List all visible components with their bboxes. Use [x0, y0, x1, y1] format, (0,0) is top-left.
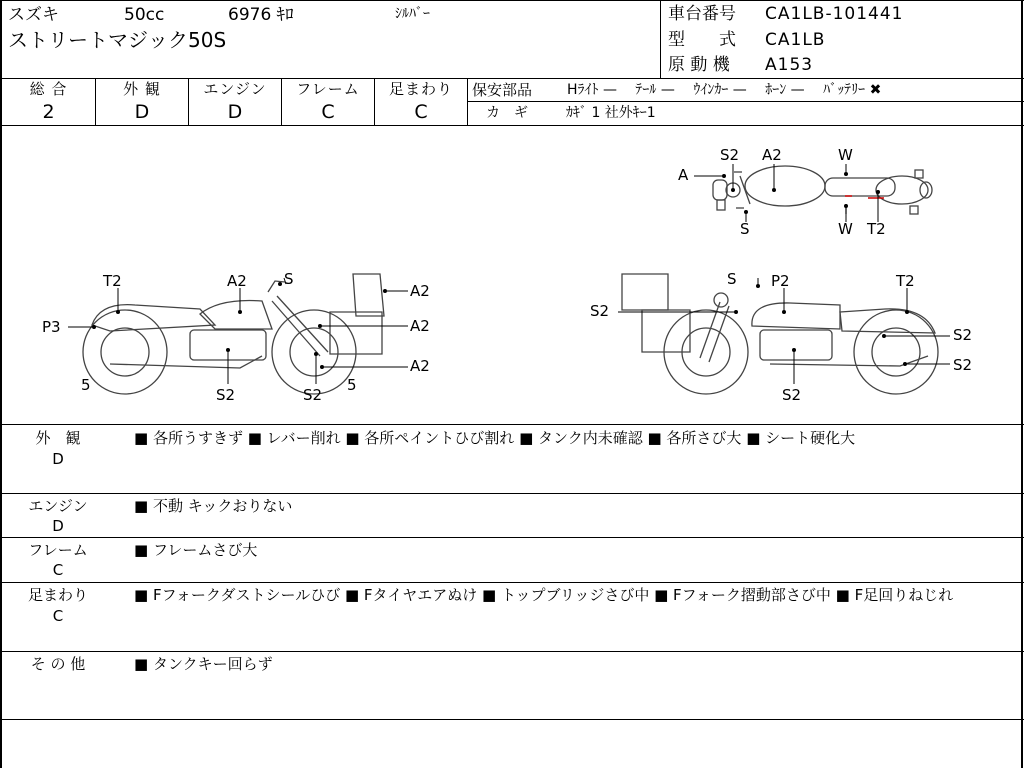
section-suspension-text: ■ Fフォークダストシールひび ■ Fタイヤエアぬけ ■ トップブリッジさび中 ■ Fフォーク摺動部さび中 ■ F足回りねじれ	[134, 586, 954, 604]
top-label-t2: T2	[867, 220, 886, 238]
top-label-a2: A2	[762, 146, 782, 164]
key-label: カ ギ	[486, 105, 528, 121]
motorcycle-right-view-icon	[622, 274, 938, 394]
section-other-text: ■ タンクキー回らず	[134, 655, 273, 673]
left-label-5-front: 5	[347, 376, 357, 394]
grade-label-suspension: 足まわり	[388, 80, 453, 98]
left-label-a2-fork: A2	[410, 357, 430, 375]
grade-value-frame: C	[321, 101, 335, 123]
grade-value-suspension: C	[414, 101, 428, 123]
border-top	[0, 0, 1024, 1]
chassis-value: CA1LB-101441	[765, 4, 904, 24]
sec-divider-2	[0, 537, 1024, 538]
section-engine-grade: D	[52, 517, 64, 535]
section-exterior-label: 外 観	[35, 429, 81, 447]
section-engine-text: ■ 不動 キックおりない	[134, 497, 293, 515]
left-label-a2-box-top: A2	[410, 282, 430, 300]
section-suspension-grade: C	[52, 607, 64, 625]
left-label-p3: P3	[42, 318, 61, 336]
top-label-s2: S2	[720, 146, 740, 164]
grade-value-engine: D	[227, 101, 243, 123]
right-label-t2: T2	[896, 272, 915, 290]
right-label-s2-box: S2	[590, 302, 610, 320]
section-exterior-text: ■ 各所うすきず ■ レバー削れ ■ 各所ペイントひび割れ ■ タンク内未確認 ■ 各所さび大 ■ シート硬化大	[134, 429, 856, 447]
right-label-p2: P2	[771, 272, 790, 290]
grade-label-exterior: 外 観	[123, 80, 161, 98]
grade-value-overall: 2	[42, 101, 55, 123]
top-label-w-lower: W	[838, 220, 853, 238]
displacement: 50cc	[124, 5, 165, 25]
sec-divider-3	[0, 582, 1024, 583]
grade-label-frame: フレーム	[296, 80, 360, 98]
model-name: ストリートマジック50S	[8, 28, 227, 52]
top-label-a: A	[678, 166, 689, 184]
safety-divider	[467, 101, 1024, 102]
left-label-s: S	[284, 270, 294, 288]
sec-divider-1	[0, 493, 1024, 494]
damage-diagram	[0, 126, 1024, 424]
grade-label-overall: 総 合	[29, 80, 68, 98]
section-other-label: そ の 他	[30, 655, 86, 673]
grade-label-engine: エンジン	[203, 80, 267, 98]
section-frame-label: フレーム	[28, 541, 88, 559]
header-vdivider	[660, 0, 661, 78]
safety-label: 保安部品	[472, 81, 533, 99]
right-label-s2-seat: S2	[953, 326, 973, 344]
type-value: CA1LB	[765, 30, 826, 50]
motorcycle-top-view-icon	[713, 166, 932, 214]
key-value: ｶｷﾞ 1 社外ｷｰ1	[566, 105, 656, 121]
mileage: 6976 ｷﾛ	[228, 5, 294, 25]
section-frame-text: ■ フレームさび大	[134, 541, 258, 559]
maker: スズキ	[8, 5, 59, 25]
chassis-label: 車台番号	[668, 4, 736, 24]
grade-col-5	[467, 78, 468, 125]
color: ｼﾙﾊﾞｰ	[395, 6, 430, 22]
header-divider	[0, 78, 1024, 79]
section-engine-label: エンジン	[28, 497, 88, 515]
left-label-t2: T2	[103, 272, 122, 290]
diagram-divider	[0, 424, 1024, 425]
type-label: 型 式	[668, 30, 736, 50]
top-label-s: S	[740, 220, 750, 238]
left-label-s2-engine: S2	[216, 386, 236, 404]
safety-items: Hﾗｲﾄ — ﾃｰﾙ — ｳｲﾝｶｰ — ﾎｰﾝ — ﾊﾞｯﾃﾘｰ ✖	[567, 82, 882, 98]
section-frame-grade: C	[52, 561, 64, 579]
left-label-s2-front: S2	[303, 386, 323, 404]
sec-divider-5	[0, 719, 1024, 720]
left-label-a2-box: A2	[410, 317, 430, 335]
section-exterior-grade: D	[52, 450, 64, 468]
left-label-5-rear: 5	[81, 376, 91, 394]
left-label-a2-tank: A2	[227, 272, 247, 290]
grade-value-exterior: D	[134, 101, 150, 123]
motorcycle-left-view-icon	[83, 274, 384, 394]
sec-divider-4	[0, 651, 1024, 652]
section-suspension-label: 足まわり	[27, 586, 88, 604]
engine-label: 原 動 機	[668, 55, 730, 75]
top-label-w: W	[838, 146, 853, 164]
right-label-s2-engine: S2	[782, 386, 802, 404]
right-label-s2-rear: S2	[953, 356, 973, 374]
right-label-s: S	[727, 270, 737, 288]
engine-value: A153	[765, 55, 814, 75]
